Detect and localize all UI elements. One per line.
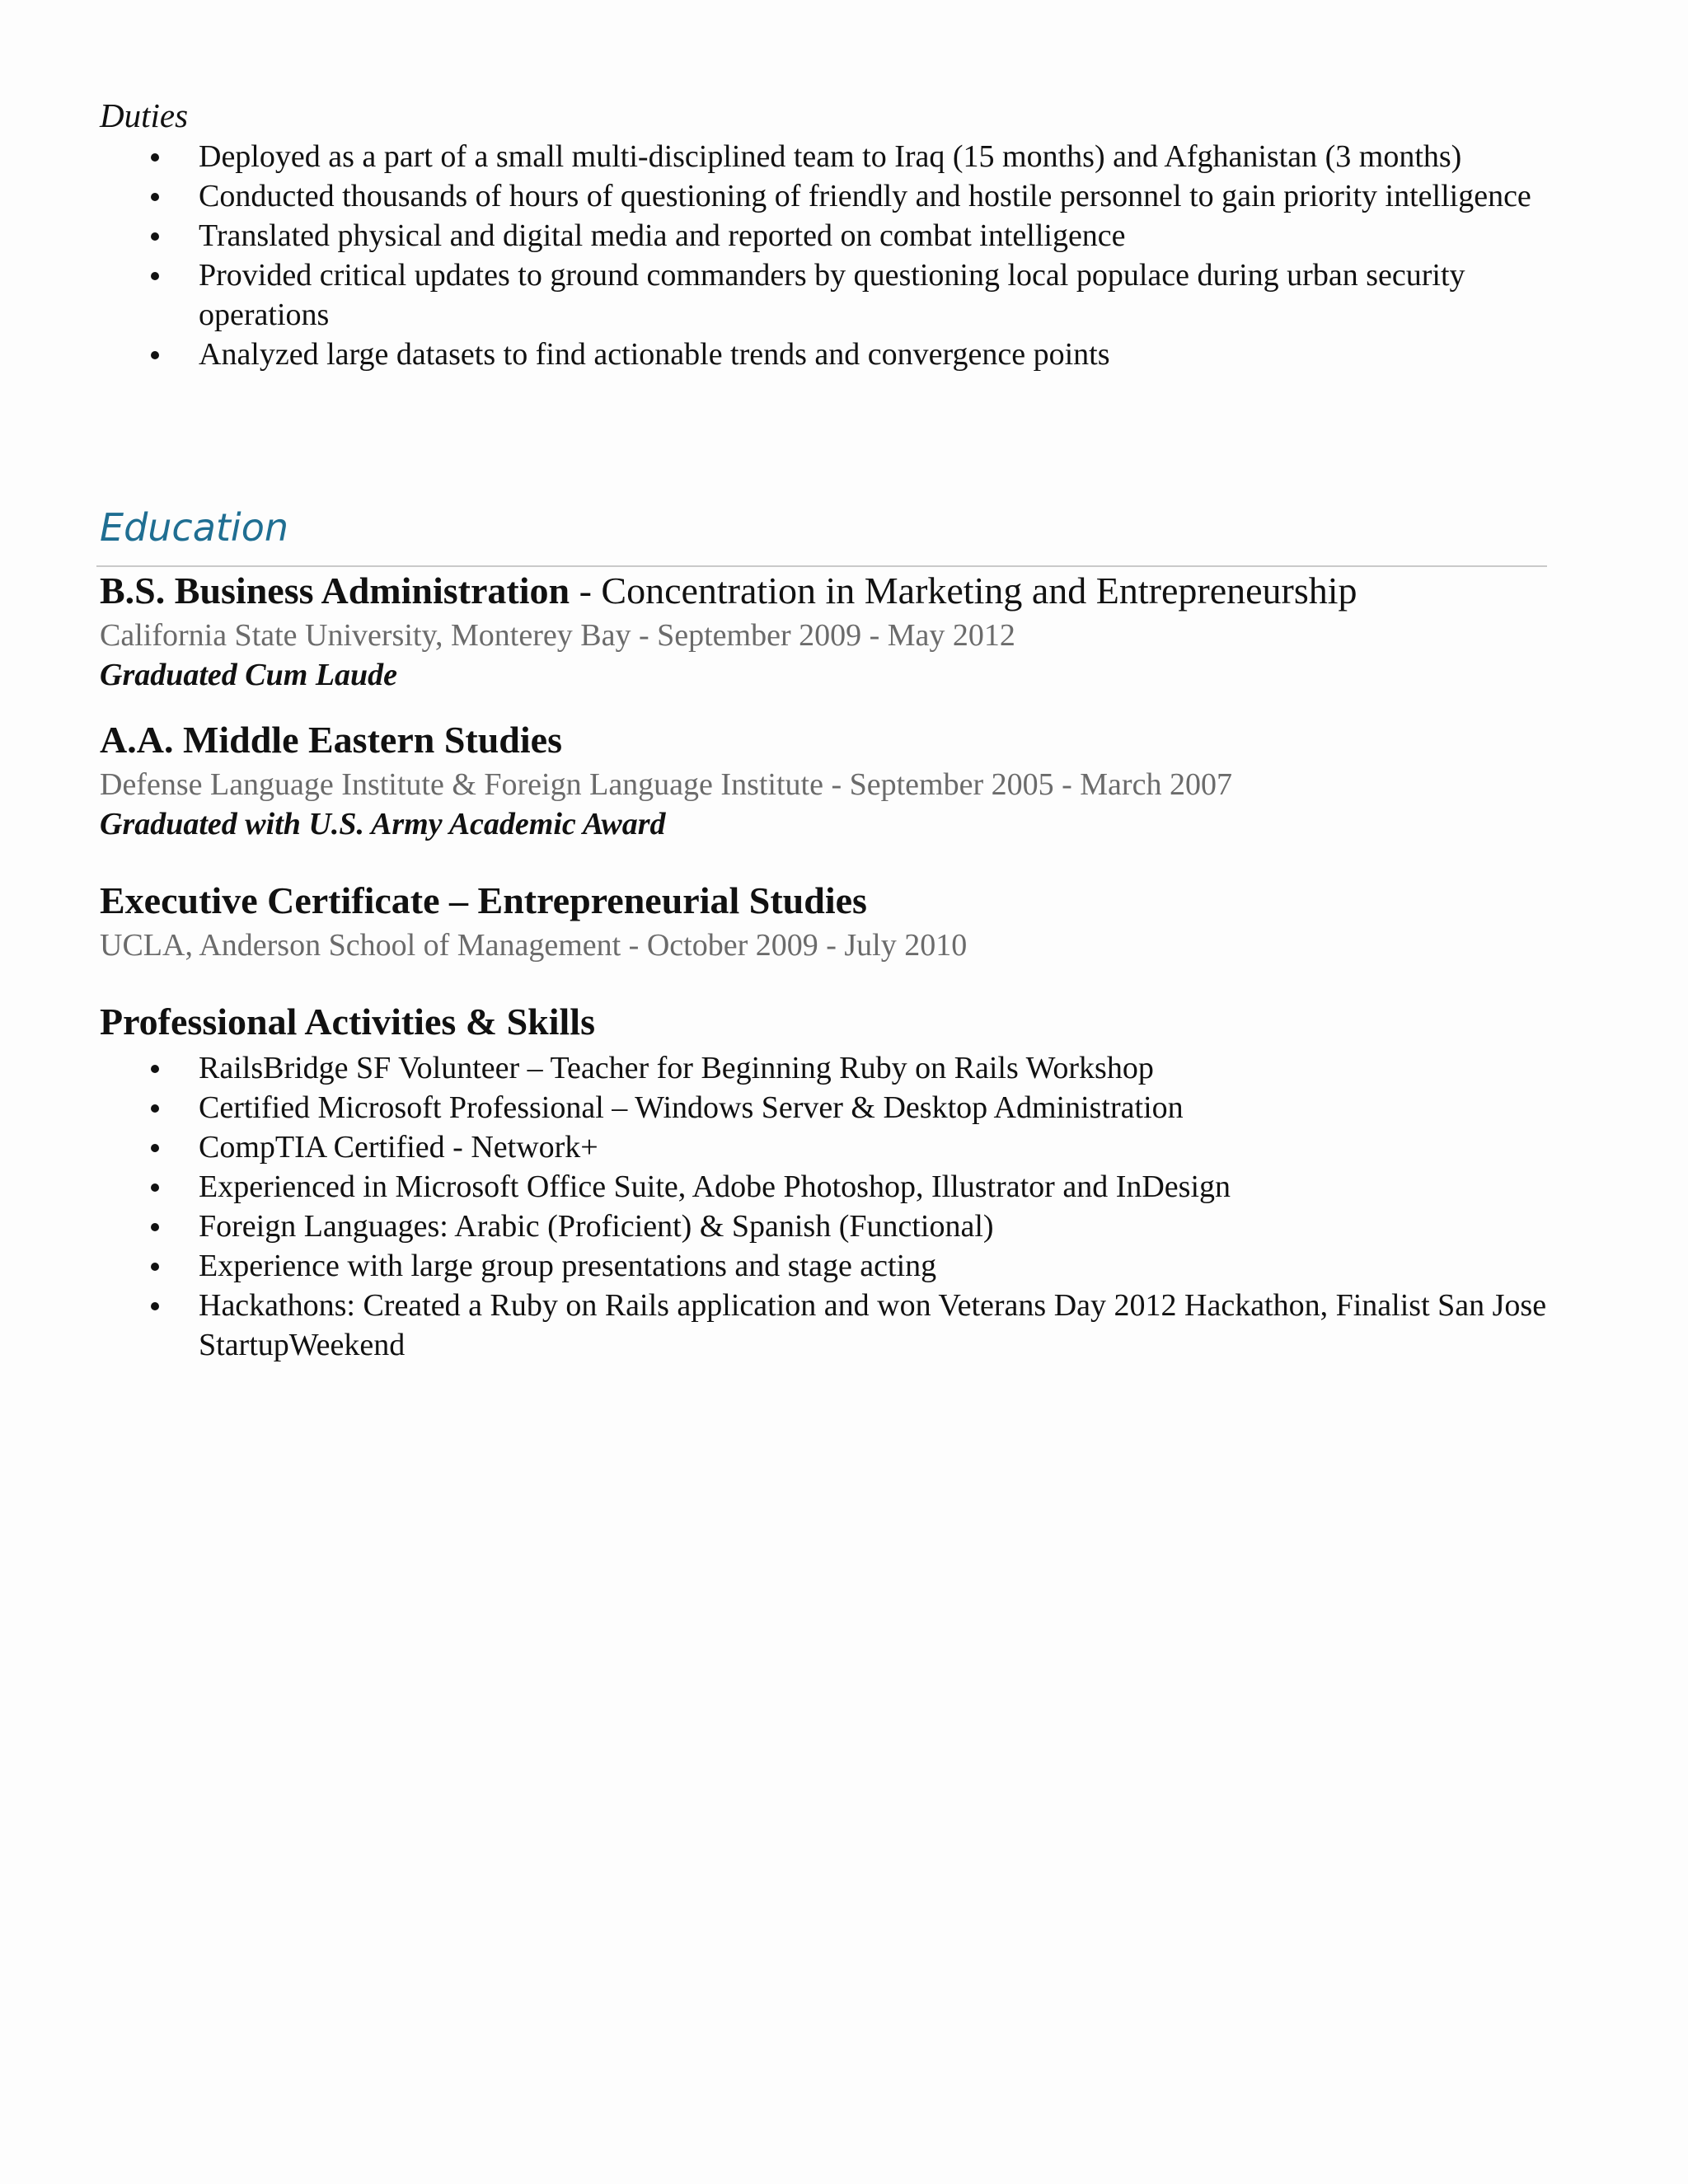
duty-item (0, 176, 1688, 216)
duty-item (0, 216, 1688, 255)
duties-list (0, 137, 1688, 374)
skill-item (0, 1048, 1688, 1088)
bullet-icon (151, 1223, 159, 1231)
duty-text: Translated physical and digital media and reported on combat intelligence (199, 218, 1126, 253)
certificate-title (100, 879, 867, 923)
section-divider (96, 565, 1547, 567)
bullet-icon (151, 1144, 159, 1152)
honor-note: Graduated Cum Laude (100, 658, 398, 692)
skill-text: CompTIA Certified - Network+ (199, 1130, 598, 1165)
duty-item (0, 137, 1688, 176)
bullet-icon (151, 1302, 159, 1310)
education-heading: Education (100, 505, 289, 550)
bullet-icon (151, 1263, 159, 1271)
skill-text: RailsBridge SF Volunteer – Teacher for Beginning Ruby on Rails Workshop (199, 1051, 1154, 1085)
degree-title (100, 718, 562, 762)
skill-text: Hackathons: Created a Ruby on Rails application and won Veterans Day 2012 Hackathon, Finalist San Jose StartupWeekend (199, 1288, 1547, 1362)
honor-note: Graduated with U.S. Army Academic Award (100, 807, 666, 841)
duties-label: Duties (100, 96, 189, 134)
duty-text: Provided critical updates to ground commanders by questioning local populace during urban security operations (199, 258, 1465, 332)
duty-text: Deployed as a part of a small multi-disciplined team to Iraq (15 months) and Afghanistan (3 months) (199, 139, 1462, 174)
school-line: California State University, Monterey Bay - September 2009 - May 2012 (100, 618, 1015, 653)
bullet-icon (151, 272, 159, 280)
skills-list (0, 1048, 1688, 1365)
skill-item (0, 1246, 1688, 1286)
skill-item (0, 1167, 1688, 1207)
bullet-icon (151, 153, 159, 162)
certificate-name: Executive Certificate – Entrepreneurial Studies (100, 879, 867, 921)
skill-text: Foreign Languages: Arabic (Proficient) & Spanish (Functional) (199, 1209, 994, 1244)
duty-text: Analyzed large datasets to find actionable trends and convergence points (199, 337, 1110, 372)
degree-name: B.S. Business Administration (100, 569, 570, 612)
school-line: Defense Language Institute & Foreign Language Institute - September 2005 - March 2007 (100, 767, 1232, 802)
degree-name: A.A. Middle Eastern Studies (100, 719, 562, 761)
skill-item (0, 1088, 1688, 1127)
skill-item (0, 1286, 1688, 1365)
bullet-icon (151, 1183, 159, 1192)
degree-title (100, 569, 1357, 613)
skill-text: Experience with large group presentations and stage acting (199, 1249, 937, 1283)
skill-text: Experienced in Microsoft Office Suite, Adobe Photoshop, Illustrator and InDesign (199, 1169, 1231, 1204)
bullet-icon (151, 351, 159, 359)
duty-item (0, 335, 1688, 374)
school-line: UCLA, Anderson School of Management - October 2009 - July 2010 (100, 928, 968, 963)
duty-item (0, 255, 1688, 335)
bullet-icon (151, 232, 159, 241)
bullet-icon (151, 1065, 159, 1073)
bullet-icon (151, 193, 159, 201)
duty-text: Conducted thousands of hours of questioning of friendly and hostile personnel to gain priority intelligence (199, 179, 1531, 213)
skill-item (0, 1207, 1688, 1246)
skills-heading: Professional Activities & Skills (100, 1001, 595, 1043)
bullet-icon (151, 1104, 159, 1113)
skill-item (0, 1127, 1688, 1167)
degree-detail: - Concentration in Marketing and Entrepreneurship (570, 569, 1357, 612)
skill-text: Certified Microsoft Professional – Windows Server & Desktop Administration (199, 1090, 1184, 1125)
